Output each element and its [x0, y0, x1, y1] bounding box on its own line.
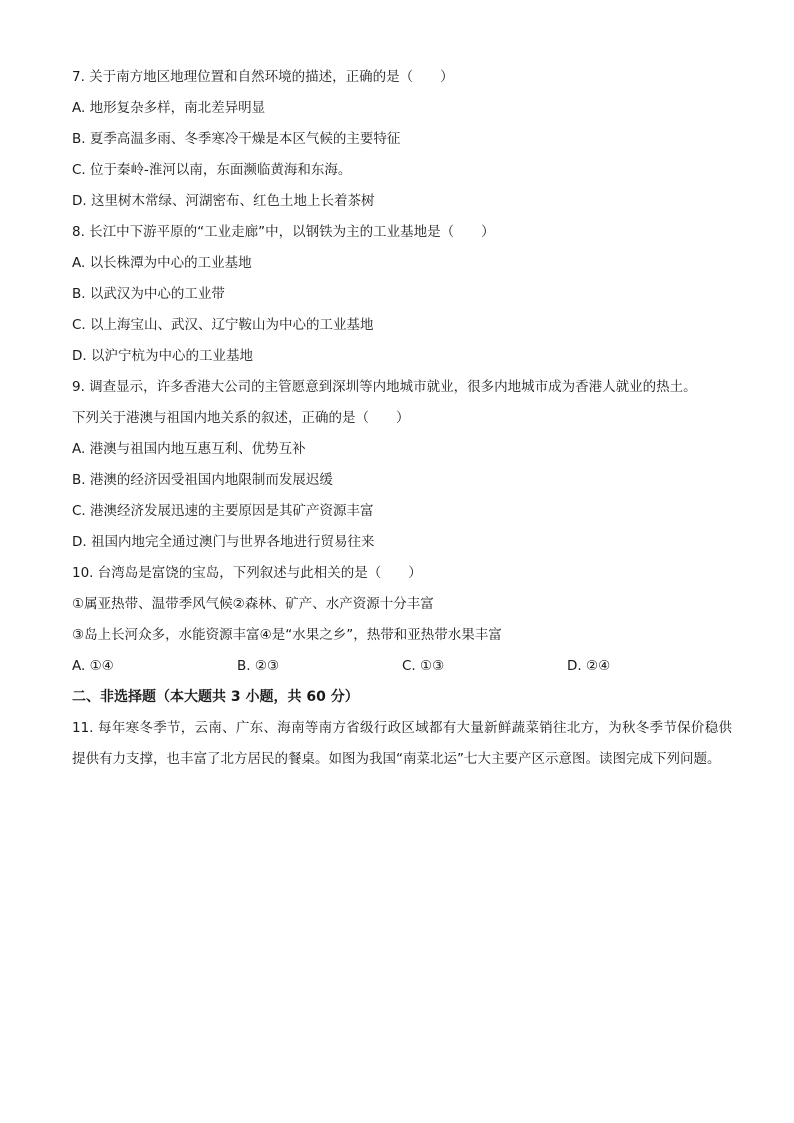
question-10-statements-1: ①属亚热带、温带季风气候②森林、矿产、水产资源十分丰富 — [72, 596, 434, 612]
question-8-option-b: B. 以武汉为中心的工业带 — [72, 286, 225, 302]
question-7-stem: 7. 关于南方地区地理位置和自然环境的描述，正确的是（ ） — [72, 69, 454, 85]
question-8-option-d: D. 以沪宁杭为中心的工业基地 — [72, 348, 253, 364]
question-10-options — [72, 651, 732, 682]
document-page — [72, 62, 732, 775]
question-8-stem: 8. 长江中下游平原的“工业走廊”中，以钢铁为主的工业基地是（ ） — [72, 224, 495, 240]
question-10-option-d: D. ②④ — [567, 658, 611, 674]
question-10-option-c: C. ①③ — [402, 658, 445, 674]
question-11-text: 11. 每年寒冬季节，云南、广东、海南等南方省级行政区域都有大量新鲜蔬菜销往北方，为秋冬季节保价稳供提供有力支撑，也丰富了北方居民的餐桌。如图为我国“南菜北运”七大主要产区示意图。读图完成下列问题。 — [72, 720, 732, 767]
question-10-stem: 10. 台湾岛是富饶的宝岛，下列叙述与此相关的是（ ） — [72, 565, 422, 581]
question-9-option-b: B. 港澳的经济因受祖国内地限制而发展迟缓 — [72, 472, 333, 488]
question-7-option-c: C. 位于秦岭-淮河以南，东面濒临黄海和东海。 — [72, 162, 352, 178]
question-9-option-a: A. 港澳与祖国内地互惠互利、优势互补 — [72, 441, 306, 457]
question-10-option-a: A. ①④ — [72, 658, 114, 674]
question-9-stem-line2: 下列关于港澳与祖国内地关系的叙述，正确的是（ ） — [72, 410, 410, 426]
question-8-option-c: C. 以上海宝山、武汉、辽宁鞍山为中心的工业基地 — [72, 317, 374, 333]
question-9-option-c: C. 港澳经济发展迅速的主要原因是其矿产资源丰富 — [72, 503, 374, 519]
question-10-statements-2: ③岛上长河众多，水能资源丰富④是“水果之乡”，热带和亚热带水果丰富 — [72, 627, 502, 643]
question-7-option-b: B. 夏季高温多雨、冬季寒冷干燥是本区气候的主要特征 — [72, 131, 401, 147]
question-7-option-a: A. 地形复杂多样，南北差异明显 — [72, 100, 266, 116]
question-10-option-b: B. ②③ — [237, 658, 280, 674]
question-9-stem-line1: 9. 调查显示，许多香港大公司的主管愿意到深圳等内地城市就业，很多内地城市成为香港人就业的热土。 — [72, 379, 697, 395]
question-9-option-d: D. 祖国内地完全通过澳门与世界各地进行贸易往来 — [72, 534, 375, 550]
question-8-option-a: A. 以长株潭为中心的工业基地 — [72, 255, 252, 271]
section-2-heading: 二、非选择题（本大题共 3 小题，共 60 分） — [72, 689, 359, 705]
question-7-option-d: D. 这里树木常绿、河湖密布、红色土地上长着茶树 — [72, 193, 375, 209]
